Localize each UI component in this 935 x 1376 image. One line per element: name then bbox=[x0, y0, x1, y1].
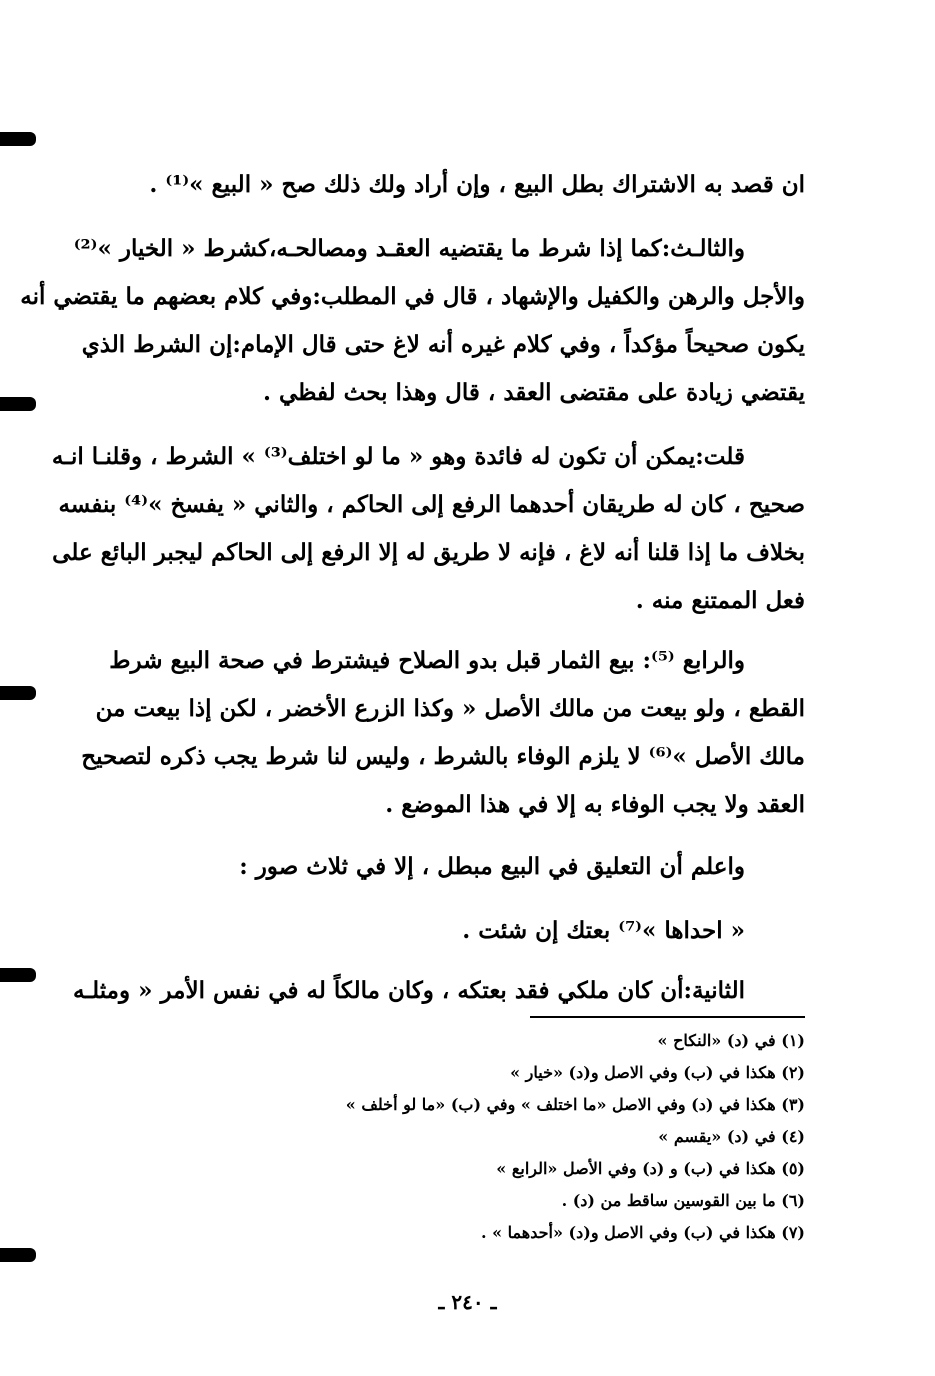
body-line: القطع ، ولو بيعت من مالك الأصل « وكذا الزرع الأخضر ، لكن إذا بيعت من bbox=[95, 695, 805, 722]
body-line: والأجل والرهن والكفيل والإشهاد ، قال في المطلب:وفي كلام بعضهم ما يقتضي أنه bbox=[20, 283, 805, 310]
body-line: ان قصد به الاشتراك بطل البيع ، وإن أراد ولك ذلك صح « البيع »⁽¹⁾ . bbox=[149, 171, 805, 198]
body-line: والثالـث:كما إذا شرط ما يقتضيه العقـد ومصالحـه،كشرط « الخيار »⁽²⁾ bbox=[73, 235, 745, 262]
footnote: (٧) هكذا في (ب) وفي الاصل و(د) «أحدهما » . bbox=[480, 1223, 805, 1242]
body-line: « احداها »⁽⁷⁾ بعتك إن شئت . bbox=[462, 917, 745, 944]
scan-edge-mark bbox=[0, 968, 36, 982]
body-line: بخلاف ما إذا قلنا أنه لاغ ، فإنه لا طريق له إلا الرفع إلى الحاكم ليجبر البائع على bbox=[52, 539, 805, 566]
scan-edge-mark bbox=[0, 1248, 36, 1262]
body-line: واعلم أن التعليق في البيع مبطل ، إلا في ثلاث صور : bbox=[239, 853, 745, 880]
scan-edge-mark bbox=[0, 397, 36, 411]
body-line: مالك الأصل »⁽⁶⁾ لا يلزم الوفاء بالشرط ، وليس لنا شرط يجب ذكره لتصحيح bbox=[81, 743, 805, 770]
footnote: (١) في (د) «النكاح » bbox=[657, 1031, 805, 1050]
body-line: فعل الممتنع منه . bbox=[635, 587, 805, 614]
footnote: (٤) في (د) «يقسم » bbox=[658, 1127, 805, 1146]
body-line: العقد ولا يجب الوفاء به إلا في هذا الموضع . bbox=[385, 791, 805, 818]
body-line: يقتضي زيادة على مقتضى العقد ، قال وهذا بحث لفظي . bbox=[262, 379, 805, 406]
footnote-separator bbox=[530, 1016, 805, 1018]
scan-edge-mark bbox=[0, 686, 36, 700]
body-line: قلت:يمكن أن تكون له فائدة وهو « ما لو اختلف⁽³⁾ » الشرط ، وقلنـا انـه bbox=[51, 443, 745, 470]
body-line: يكون صحيحاً مؤكداً ، وفي كلام غيره أنه لاغ حتى قال الإمام:إن الشرط الذي bbox=[81, 331, 805, 358]
page-number: ـ ٢٤٠ ـ bbox=[438, 1290, 497, 1314]
body-line: الثانية:أن كان ملكي فقد بعتكه ، وكان مالكاً له في نفس الأمر « ومثلـه bbox=[73, 977, 745, 1004]
body-line: صحيح ، كان له طريقان أحدهما الرفع إلى الحاكم ، والثاني « يفسخ »⁽⁴⁾ بنفسه bbox=[58, 491, 805, 518]
footnote: (٢) هكذا في (ب) وفي الاصل و(د) «خيار » bbox=[510, 1063, 805, 1082]
scan-edge-mark bbox=[0, 132, 36, 146]
footnote: (٣) هكذا في (د) وفي الاصل «ما اختلف » وفي (ب) «ما لو أخلف » bbox=[345, 1095, 805, 1114]
footnote: (٦) ما بين القوسين ساقط من (د) . bbox=[561, 1191, 805, 1210]
footnote: (٥) هكذا في (ب) و (د) وفي الأصل «الرابع » bbox=[496, 1159, 805, 1178]
body-line: والرابع ⁽⁵⁾: بيع الثمار قبل بدو الصلاح فيشترط في صحة البيع شرط bbox=[109, 647, 745, 674]
